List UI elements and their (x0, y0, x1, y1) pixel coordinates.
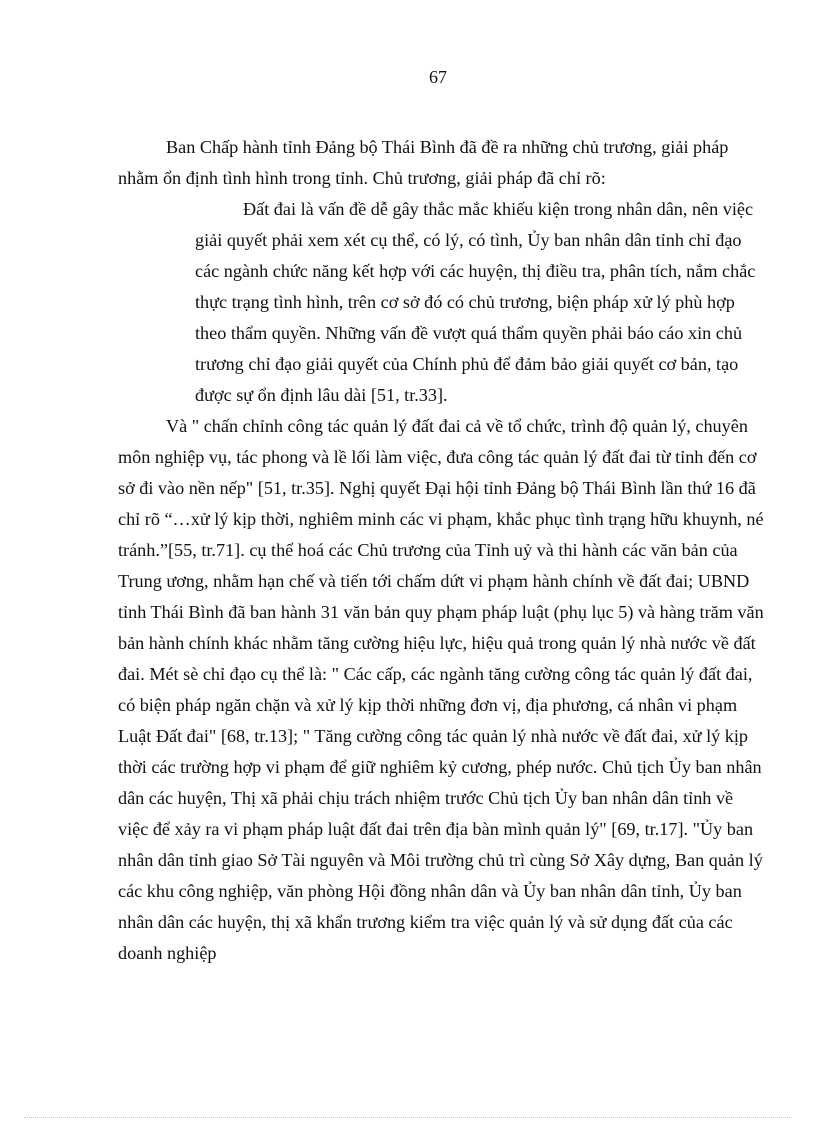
page-number: 67 (429, 67, 447, 87)
block-quote: Đất đai là vấn đề dễ gây thắc mắc khiếu kiện trong nhân dân, nên việc giải quyết phải xem xét cụ thể, có lý, có tình, Ủy ban nhân dân tỉnh chỉ đạo các ngành chức năng kết hợp với các huyện, thị điều tra, phân tích, nắm chắc thực trạng tình hình, trên cơ sở đó có chủ trương, biện pháp xử lý phù hợp theo thẩm quyền. Những vấn đề vượt quá thẩm quyền phải báo cáo xin chủ trương chỉ đạo giải quyết của Chính phủ để đảm bảo giải quyết cơ bản, tạo được sự ổn định lâu dài [51, tr.33]. (195, 199, 756, 405)
document-body (118, 132, 766, 969)
intro-paragraph: Ban Chấp hành tỉnh Đảng bộ Thái Bình đã đề ra những chủ trương, giải pháp nhằm ổn định tình hình trong tỉnh. Chủ trương, giải pháp đã chỉ rõ: (118, 137, 729, 188)
main-paragraph: Và " chấn chỉnh công tác quản lý đất đai cả về tổ chức, trình độ quản lý, chuyên môn nghiệp vụ, tác phong và lề lối làm việc, đưa công tác quản lý đất đai từ tỉnh đến cơ sở đi vào nền nếp" [51, tr.35]. Nghị quyết Đại hội tỉnh Đảng bộ Thái Bình lần thứ 16 đã chỉ rõ “…xử lý kịp thời, nghiêm minh các vi phạm, khắc phục tình trạng hữu khuynh, né tránh.”[55, tr.71]. cụ thể hoá các Chủ trương của Tỉnh uỷ và thi hành các văn bản của Trung ương, nhằm hạn chế và tiến tới chấm dứt vi phạm hành chính về đất đai; UBND tỉnh Thái Bình đã ban hành 31 văn bản quy phạm pháp luật (phụ lục 5) và hàng trăm văn bản hành chính khác nhằm tăng cường hiệu lực, hiệu quả trong quản lý nhà nước về đất đai. Mét sè chỉ đạo cụ thể là: " Các cấp, các ngành tăng cường công tác quản lý đất đai, có biện pháp ngăn chặn và xử lý kịp thời những đơn vị, địa phương, cá nhân vi phạm Luật Đất đai" [68, tr.13]; " Tăng cường công tác quản lý nhà nước về đất đai, xử lý kịp thời các trường hợp vi phạm để giữ nghiêm kỷ cương, phép nước. Chủ tịch Ủy ban nhân dân các huyện, Thị xã phải chịu trách nhiệm trước Chủ tịch Ủy ban nhân dân tỉnh về việc để xảy ra vi phạm pháp luật đất đai trên địa bàn mình quản lý" [69, tr.17]. "Ủy ban nhân dân tỉnh giao Sở Tài nguyên và Môi trường chủ trì cùng Sở Xây dựng, Ban quản lý các khu công nghiệp, văn phòng Hội đồng nhân dân và Ủy ban nhân dân tỉnh, Ủy ban nhân dân các huyện, thị xã khẩn trương kiểm tra việc quản lý và sử dụng đất của các doanh nghiệp (118, 416, 764, 963)
page-bottom-divider (24, 1117, 792, 1118)
